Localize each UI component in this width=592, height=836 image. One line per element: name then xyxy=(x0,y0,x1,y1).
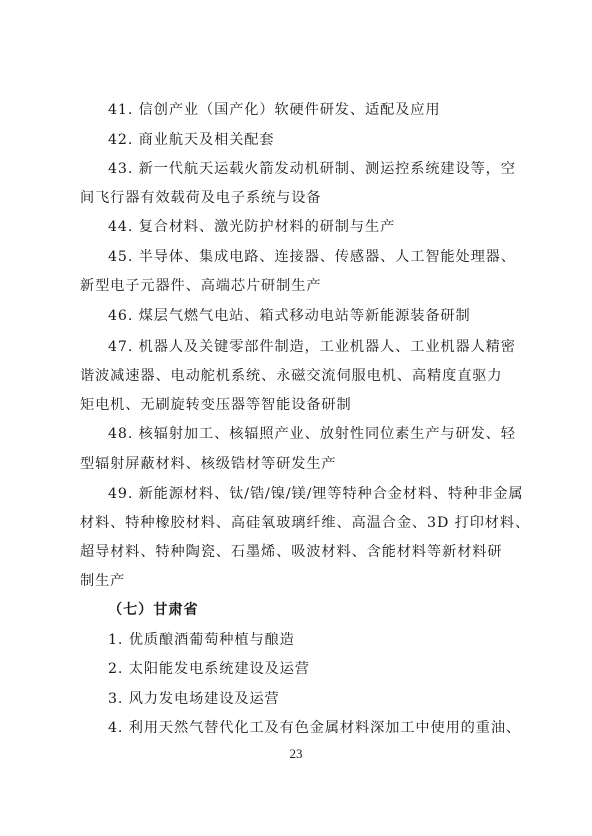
item-44: 44. 复合材料、激光防护材料的研制与生产 xyxy=(108,219,396,235)
item-49-continuation-3: 制生产 xyxy=(80,573,126,589)
item-45: 45. 半导体、集成电路、连接器、传感器、人工智能处理器、 xyxy=(108,249,516,265)
item-42: 42. 商业航天及相关配套 xyxy=(108,132,275,148)
gansu-item-1: 1. 优质酿酒葡萄种植与酿造 xyxy=(108,632,295,648)
item-47-continuation-1: 谐波减速器、电动舵机系统、永磁交流伺服电机、高精度直驱力 xyxy=(80,368,503,384)
item-43: 43. 新一代航天运载火箭发动机研制、测运控系统建设等，空 xyxy=(108,161,516,177)
item-45-continuation: 新型电子元器件、高端芯片研制生产 xyxy=(80,278,322,294)
gansu-item-2: 2. 太阳能发电系统建设及运营 xyxy=(108,661,310,677)
item-47: 47. 机器人及关键零部件制造，工业机器人、工业机器人精密 xyxy=(108,339,516,355)
gansu-item-4: 4. 利用天然气替代化工及有色金属材料深加工中使用的重油、 xyxy=(108,720,522,736)
item-49-continuation-1: 材料、特种橡胶材料、高硅氧玻璃纤维、高温合金、3D 打印材料、 xyxy=(80,515,531,531)
section-heading-gansu: （七）甘肃省 xyxy=(108,602,199,618)
item-49-continuation-2: 超导材料、特种陶瓷、石墨烯、吸波材料、含能材料等新材料研 xyxy=(80,544,503,560)
item-47-continuation-2: 矩电机、无刷旋转变压器等智能设备研制 xyxy=(80,397,352,413)
item-46: 46. 煤层气燃气电站、箱式移动电站等新能源装备研制 xyxy=(108,308,471,324)
item-49: 49. 新能源材料、钛/锆/镍/镁/锂等特种合金材料、特种非金属 xyxy=(108,486,524,502)
item-43-continuation: 间飞行器有效载荷及电子系统与设备 xyxy=(80,190,322,206)
gansu-item-3: 3. 风力发电场建设及运营 xyxy=(108,691,280,707)
item-41: 41. 信创产业（国产化）软硬件研发、适配及应用 xyxy=(108,102,441,118)
item-48-continuation: 型辐射屏蔽材料、核级锆材等研发生产 xyxy=(80,456,337,472)
page-number: 23 xyxy=(289,746,303,761)
item-48: 48. 核辐射加工、核辐照产业、放射性同位素生产与研发、轻 xyxy=(108,426,516,442)
